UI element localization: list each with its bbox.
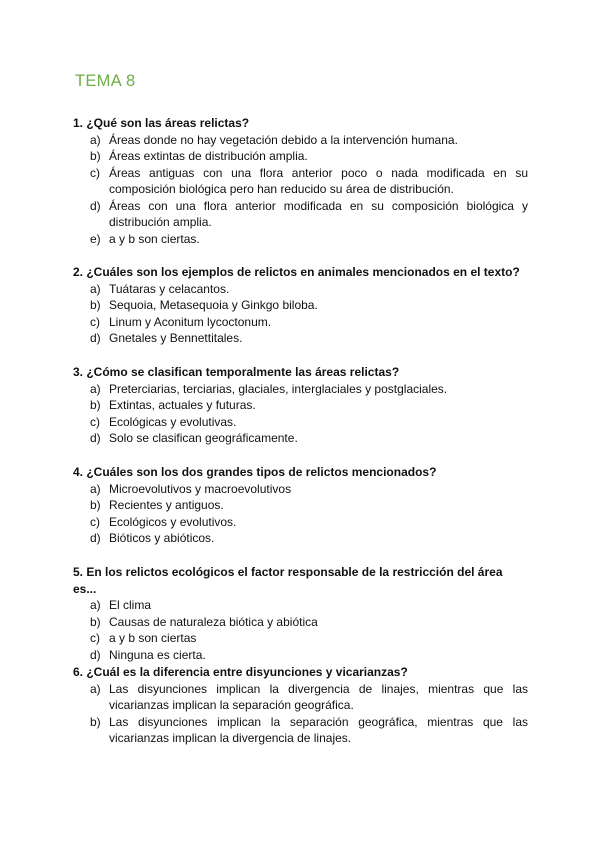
option-b (73, 297, 528, 314)
option-marker: b) (90, 614, 101, 629)
option-text: Extintas, actuales y futuras. (109, 398, 256, 412)
option-text: Áreas extintas de distribución amplia. (109, 149, 308, 163)
option-text: a y b son ciertas (109, 631, 197, 645)
question-4 (73, 464, 528, 547)
option-c (73, 630, 528, 647)
option-text: Preterciarias, terciarias, glaciales, interglaciales y postglaciales. (109, 381, 448, 396)
option-a (73, 132, 528, 149)
options-list (73, 381, 528, 447)
options-list (73, 681, 528, 747)
option-d (73, 198, 528, 231)
question-5 (73, 564, 528, 663)
question-2 (73, 264, 528, 347)
option-marker: a) (90, 481, 101, 496)
question-text: 2. ¿Cuáles son los ejemplos de relictos en animales mencionados en el texto? (73, 265, 520, 279)
option-text: Las disyunciones implican la divergencia de linajes, mientras que las vicarianzas implican la separación geográfica. (109, 681, 528, 712)
option-c (73, 314, 528, 331)
question-3 (73, 364, 528, 447)
question-text: 3. ¿Cómo se clasifican temporalmente las áreas relictas? (73, 365, 400, 379)
option-text: Linum y Aconitum lycoctonum. (109, 314, 272, 329)
option-d (73, 330, 528, 347)
option-text: Tuátaras y celacantos. (109, 281, 230, 296)
option-text: Gnetales y Bennettitales. (109, 331, 243, 345)
option-marker: b) (90, 298, 101, 312)
option-text: Las disyunciones implican la separación geográfica, mientras que las vicarianzas implican la divergencia de linajes. (109, 714, 528, 745)
option-marker: b) (90, 398, 101, 412)
options-list (73, 597, 528, 663)
option-text: Bióticos y abióticos. (109, 531, 215, 545)
option-marker: d) (90, 331, 101, 345)
option-c (73, 414, 528, 431)
option-text: Ecológicas y evolutivas. (109, 414, 237, 429)
option-marker: e) (90, 231, 101, 246)
option-marker: a) (90, 281, 101, 296)
option-marker: a) (90, 598, 101, 612)
option-marker: d) (90, 431, 101, 445)
options-list (73, 281, 528, 347)
option-text: El clima (109, 598, 152, 612)
option-b (73, 614, 528, 631)
option-text: Áreas antiguas con una flora anterior poco o nada modificada en su composición biológica pero han reducido su área de distribución. (109, 165, 528, 196)
options-list (73, 481, 528, 547)
option-b (73, 714, 528, 747)
option-text: Ecológicos y evolutivos. (109, 514, 237, 529)
option-a (73, 281, 528, 298)
option-marker: a) (90, 381, 101, 396)
option-marker: c) (90, 165, 100, 180)
option-text: Sequoia, Metasequoia y Ginkgo biloba. (109, 298, 318, 312)
option-text: Microevolutivos y macroevolutivos (109, 481, 292, 496)
option-a (73, 481, 528, 498)
option-text: Áreas con una flora anterior modificada en su composición biológica y distribución amplia. (109, 198, 528, 229)
option-marker: c) (90, 514, 100, 529)
option-marker: c) (90, 631, 100, 645)
options-list (73, 132, 528, 248)
option-marker: d) (90, 531, 101, 545)
question-1 (73, 115, 528, 247)
option-text: a y b son ciertas. (109, 231, 200, 246)
question-text: 1. ¿Qué son las áreas relictas? (73, 116, 250, 130)
option-marker: c) (90, 414, 100, 429)
option-b (73, 397, 528, 414)
question-text: 6. ¿Cuál es la diferencia entre disyunciones y vicarianzas? (73, 665, 408, 679)
option-a (73, 681, 528, 714)
option-marker: b) (90, 149, 101, 163)
option-text: Solo se clasifican geográficamente. (109, 431, 298, 445)
option-text: Ninguna es cierta. (109, 647, 206, 662)
option-text: Recientes y antiguos. (109, 498, 224, 512)
option-marker: c) (90, 314, 100, 329)
question-text: 5. En los relictos ecológicos el factor responsable de la restricción del área es... (73, 565, 503, 596)
option-a (73, 381, 528, 398)
question-text: 4. ¿Cuáles son los dos grandes tipos de relictos mencionados? (73, 465, 437, 479)
option-b (73, 148, 528, 165)
option-marker: a) (90, 681, 101, 696)
option-marker: b) (90, 714, 101, 729)
option-text: Causas de naturaleza biótica y abiótica (109, 614, 318, 629)
option-d (73, 530, 528, 547)
option-d (73, 647, 528, 664)
option-marker: d) (90, 647, 101, 662)
question-6 (73, 664, 528, 747)
option-marker: a) (90, 132, 101, 147)
option-marker: b) (90, 498, 101, 512)
option-d (73, 430, 528, 447)
option-text: Áreas donde no hay vegetación debido a la intervención humana. (109, 132, 458, 147)
option-c (73, 514, 528, 531)
option-a (73, 597, 528, 614)
option-marker: d) (90, 198, 101, 213)
option-e (73, 231, 528, 248)
page-title: TEMA 8 (75, 72, 136, 90)
option-c (73, 165, 528, 198)
option-b (73, 497, 528, 514)
